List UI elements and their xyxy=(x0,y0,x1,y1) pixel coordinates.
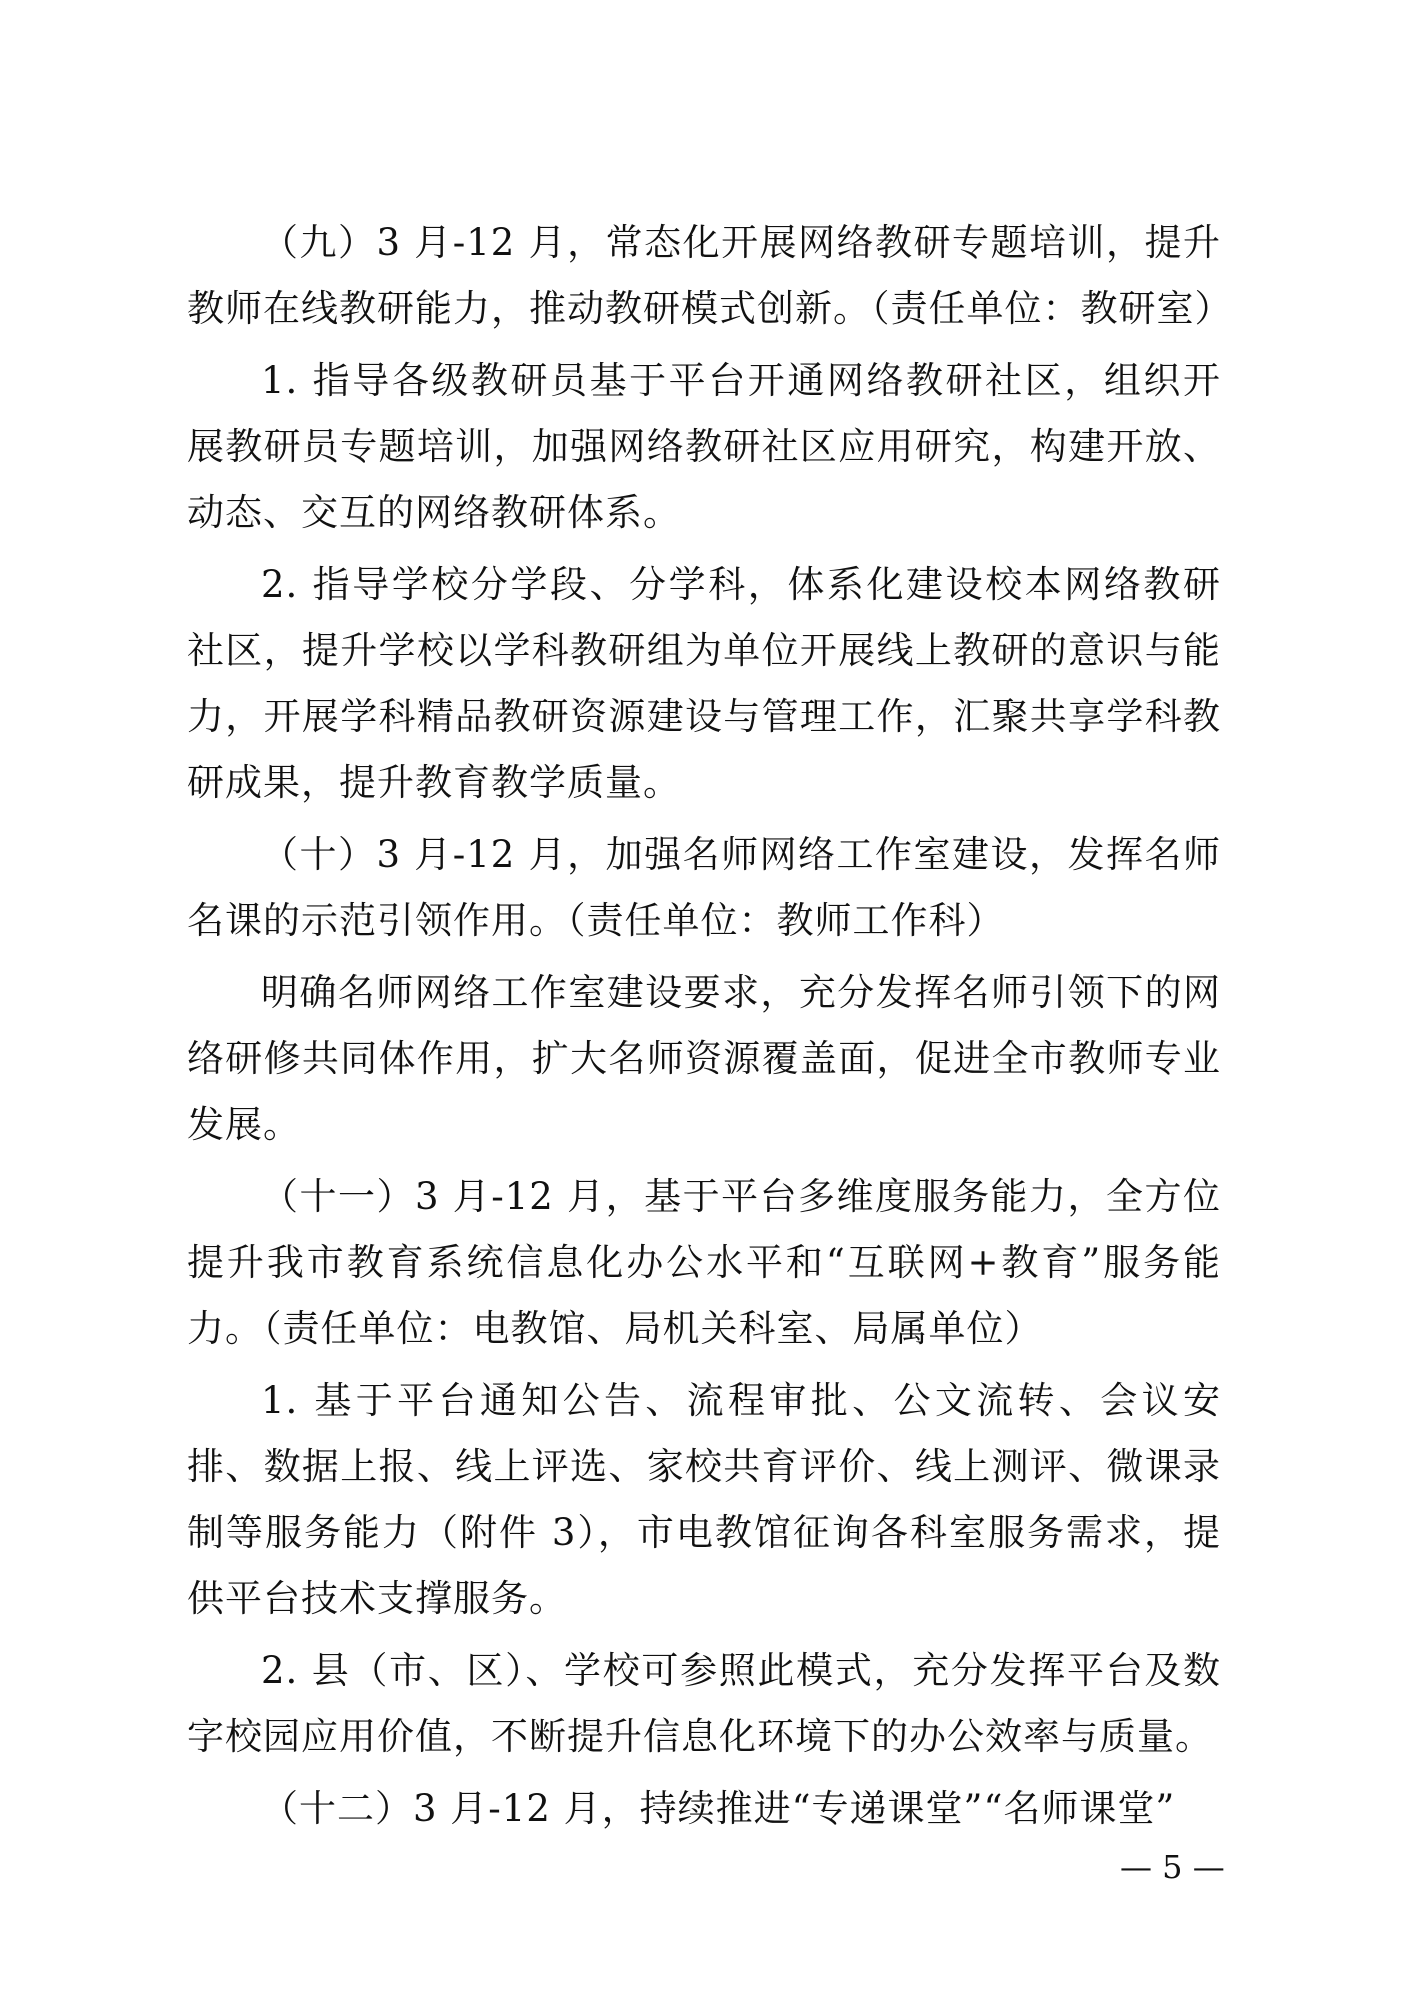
paragraph-item: 2. 指导学校分学段、分学科，体系化建设校本网络教研社区，提升学校以学科教研组为单位开展线上教研的意识与能力，开展学科精品教研资源建设与管理工作，汇聚共享学科教研成果，提升教育教学质量。 xyxy=(187,563,1221,804)
paragraph-item: 1. 指导各级教研员基于平台开通网络教研社区，组织开展教研员专题培训，加强网络教研社区应用研究，构建开放、动态、交互的网络教研体系。 xyxy=(187,359,1221,534)
paragraph-item: 1. 基于平台通知公告、流程审批、公文流转、会议安排、数据上报、线上评选、家校共育评价、线上测评、微课录制等服务能力（附件 3），市电教馆征询各科室服务需求，提供平台技术支撑服务。 xyxy=(187,1379,1221,1620)
section-heading-11: （十一）3 月-12 月，基于平台多维度服务能力，全方位提升我市教育系统信息化办公水平和“互联网+教育”服务能力。（责任单位：电教馆、局机关科室、局属单位） xyxy=(187,1175,1221,1350)
paragraph-item: 明确名师网络工作室建设要求，充分发挥名师引领下的网络研修共同体作用，扩大名师资源覆盖面，促进全市教师专业发展。 xyxy=(187,971,1221,1146)
section-heading-9: （九）3 月-12 月，常态化开展网络教研专题培训，提升教师在线教研能力，推动教研模式创新。（责任单位：教研室） xyxy=(187,221,1233,330)
paragraph-item: 2. 县（市、区）、学校可参照此模式，充分发挥平台及数字校园应用价值，不断提升信息化环境下的办公效率与质量。 xyxy=(187,1649,1221,1758)
section-heading-10: （十）3 月-12 月，加强名师网络工作室建设，发挥名师名课的示范引领作用。（责任单位：教师工作科） xyxy=(187,833,1221,942)
page-number: — 5 — xyxy=(1120,1848,1225,1886)
document-body xyxy=(187,210,1233,1848)
section-heading-12: （十二）3 月-12 月，持续推进“专递课堂”“名师课堂” xyxy=(261,1787,1176,1830)
